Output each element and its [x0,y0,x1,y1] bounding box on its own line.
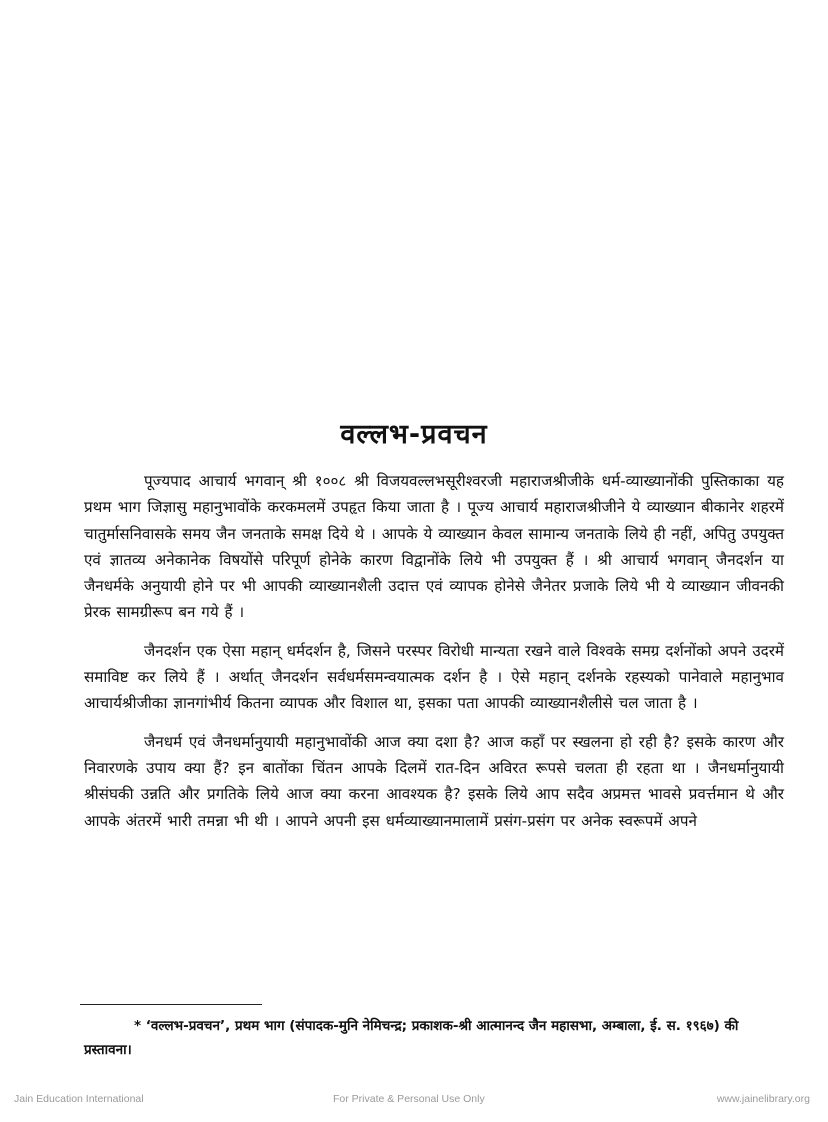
paragraph-1: पूज्यपाद आचार्य भगवान् श्री १००८ श्री विजयवल्लभसूरीश्वरजी महाराजश्रीजीके धर्म-व्याख्यानोंकी पुस्तिकाका यह प्रथम भाग जिज्ञासु महानुभावोंके करकमलमें उपहृत किया जाता है । पूज्य आचार्य महाराजश्रीजीने ये व्याख्यान बीकानेर शहरमें चातुर्मासनिवासके समय जैन जनताके समक्ष दिये थे । आपके ये व्याख्यान केवल सामान्य जनताके लिये ही नहीं, अपितु उपयुक्त एवं ज्ञातव्य अनेकानेक विषयोंसे परिपूर्ण होनेके कारण विद्वानोंके लिये भी उपयुक्त हैं । श्री आचार्य भगवान् जैनदर्शन या जैनधर्मके अनुयायी होने पर भी आपकी व्याख्यानशैली उदात्त एवं व्यापक होनेसे जैनेतर प्रजाके लिये भी ये व्याख्यान जीवनकी प्रेरक सामग्रीरूप बन गये हैं । [84,472,784,622]
footer-usage-notice: For Private & Personal Use Only [333,1093,485,1105]
page-footer [0,1093,828,1113]
page-title: वल्लभ-प्रवचन [340,419,488,450]
footnote: * ‘वल्लभ-प्रवचन’, प्रथम भाग (संपादक-मुनि नेमिचन्द्र; प्रकाशक-श्री आत्मानन्द जैन महासभा, अम्बाला, ई. स. १९६७) की प्रस्तावना। [84,1018,739,1058]
footer-publisher: Jain Education International [14,1093,144,1105]
paragraph-3: जैनधर्म एवं जैनधर्मानुयायी महानुभावोंकी आज क्या दशा है? आज कहाँ पर स्खलना हो रही है? इसके कारण और निवारणके उपाय क्या हैं? इन बातोंका चिंतन आपके दिलमें रात-दिन अविरत रूपसे चलता ही रहता था । जैनधर्मानुयायी श्रीसंघकी उन्नति और प्रगतिके लिये आज क्या करना आवश्यक है? इसके लिये आप सदैव अप्रमत्त भावसे प्रवर्त्तमान थे और आपके अंतरमें भारी तमन्ना भी थी । आपने अपनी इस धर्मव्याख्यानमालामें प्रसंग-प्रसंग पर अनेक स्वरूपमें अपने [84,732,784,830]
footnote-divider [80,1004,262,1005]
paragraph-2: जैनदर्शन एक ऐसा महान् धर्मदर्शन है, जिसने परस्पर विरोधी मान्यता रखने वाले विश्वके समग्र दर्शनोंको अपने उदरमें समाविष्ट कर लिये हैं । अर्थात् जैनदर्शन सर्वधर्मसमन्वयात्मक दर्शन है । ऐसे महान् दर्शनके रहस्यको पानेवाले महानुभाव आचार्यश्रीजीका ज्ञानगांभीर्य कितना व्यापक और विशाल था, इसका पता आपकी व्याख्यानशैलीसे चल जाता है । [84,641,784,713]
footer-website-link[interactable]: www.jainelibrary.org [716,1093,810,1105]
body-text [84,468,784,846]
